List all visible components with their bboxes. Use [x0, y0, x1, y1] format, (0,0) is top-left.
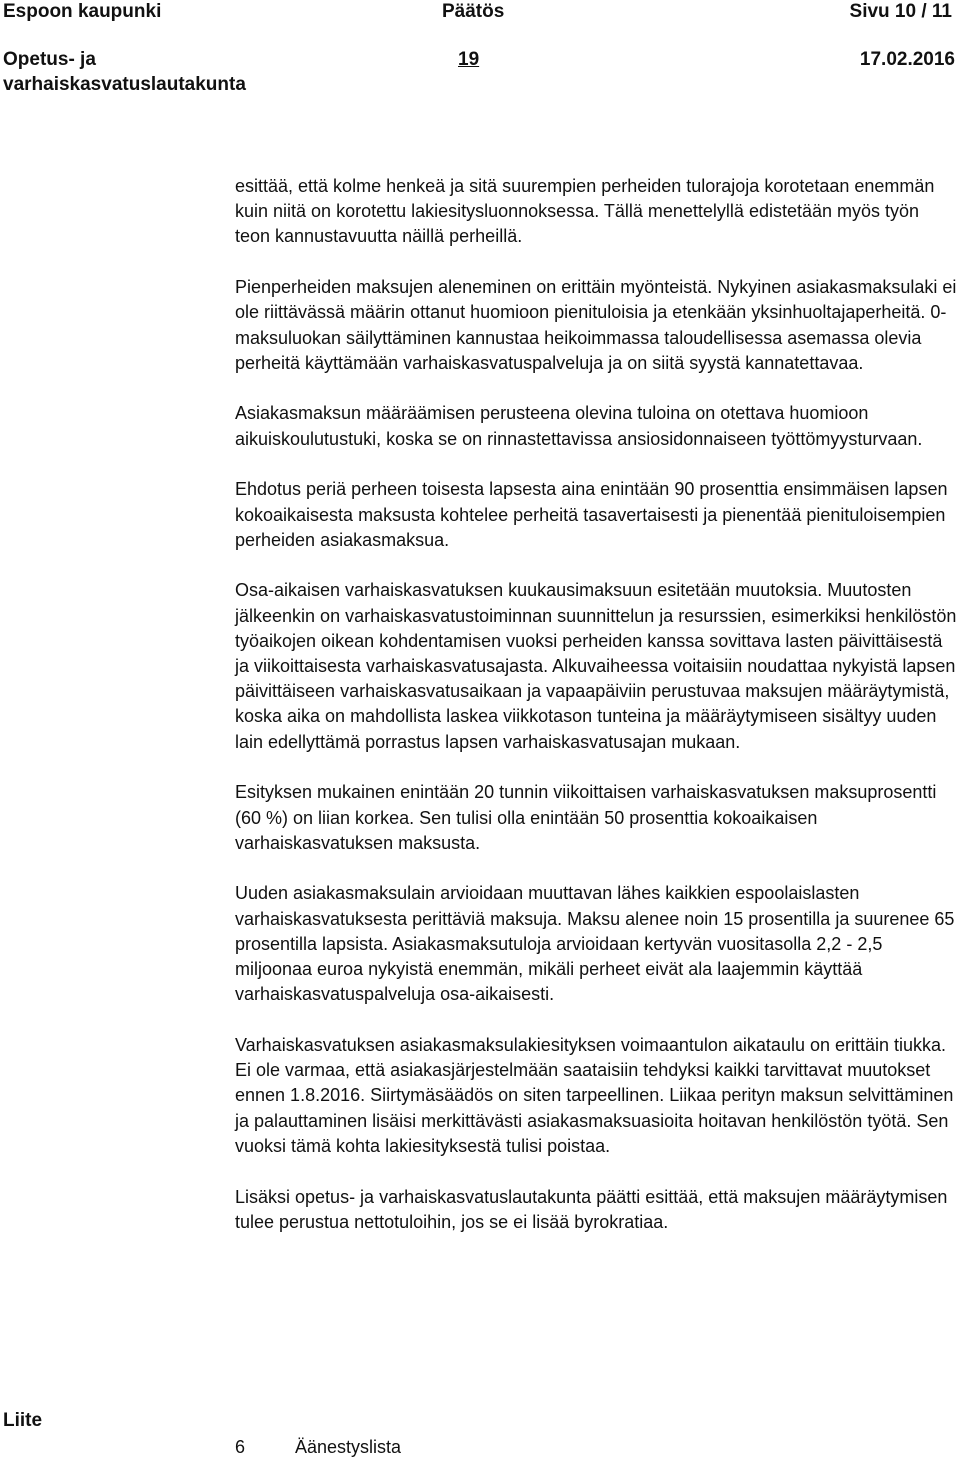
- decision-body-line-1: Opetus- ja: [3, 49, 96, 70]
- document-body: [235, 174, 957, 1235]
- paragraph: Asiakasmaksun määräämisen perusteena olevina tuloina on otettava huomioon aikuiskoulutustuki, koska se on rinnastettavissa ansiosidonnaiseen työttömyysturvaan.: [235, 403, 923, 449]
- paragraph: Ehdotus periä perheen toisesta lapsesta aina enintään 90 prosenttia ensimmäisen lapsen kokoaikaisesta maksusta kohtelee perheitä tasavertaisesti ja pienentää pienituloisempien perheiden asiakasmaksua.: [235, 479, 948, 550]
- organization-name: Espoon kaupunki: [3, 1, 162, 22]
- decision-body-line-2: varhaiskasvatuslautakunta: [3, 74, 246, 95]
- paragraph: esittää, että kolme henkeä ja sitä suurempien perheiden tulorajoja korotetaan enemmän kuin niitä on korotettu lakiesitysluonnoksessa. Tällä menettelyllä edistetään myös työn teon kannustavuutta näillä perheillä.: [235, 176, 935, 247]
- paragraph: Uuden asiakasmaksulain arvioidaan muuttavan lähes kaikkien espoolaislasten varhaiskasvatuksesta perittäviä maksuja. Maksu alenee noin 15 prosentilla ja suurenee 65 prosentilla lapsista. Asiakasmaksutuloja arvioidaan kertyvän vuositasolla 2,2 - 2,5 miljoonaa euroa nykyistä enemmän, mikäli perheet eivät ala laajemmin käyttää varhaiskasvatuspalveluja osa-aikaisesti.: [235, 883, 955, 1005]
- attachments-label: Liite: [3, 1410, 43, 1431]
- attachment-title: Äänestyslista: [295, 1437, 402, 1457]
- paragraph: Varhaiskasvatuksen asiakasmaksulakiesityksen voimaantulon aikataulu on erittäin tiukka. Ei ole varmaa, että asiakasjärjestelmään saataisiin tehdyksi kaikki tarvittavat muutokset ennen 1.8.2016. Siirtymäsäädös on siten tarpeellinen. Liikaa perityn maksun selvittäminen ja palauttaminen lisäisi merkittävästi asiakasmaksuasioita hoitavan henkilöstön työtä. Sen vuoksi tämä kohta lakiesityksestä tulisi poistaa.: [235, 1034, 954, 1156]
- paragraph: Pienperheiden maksujen aleneminen on erittäin myönteistä. Nykyinen asiakasmaksulaki ei ole riittävässä määrin ottanut huomioon pienituloisia ja etenkään yksinhuoltajaperheitä. 0-maksuluokan säilyttäminen kannustaa heikoimmassa taloudellisessa asemassa olevia perheitä käyttämään varhaiskasvatuspalveluja ja on siitä syystä kannatettavaa.: [235, 277, 957, 373]
- paragraph: Lisäksi opetus- ja varhaiskasvatuslautakunta päätti esittää, että maksujen määräytymisen tulee perustua nettotuloihin, jos se ei lisää byrokratiaa.: [235, 1186, 948, 1232]
- page-number: Sivu 10 / 11: [849, 1, 952, 22]
- document-date: 17.02.2016: [859, 49, 955, 70]
- attachment-item: [235, 1435, 401, 1459]
- attachment-number: 6: [235, 1437, 246, 1457]
- section-number: 19: [458, 49, 480, 70]
- paragraph: Osa-aikaisen varhaiskasvatuksen kuukausimaksuun esitetään muutoksia. Muutosten jälkeenkin on varhaiskasvatustoiminnan suunnittelun ja resurssien, esimerkiksi henkilöstön työaikojen oikean kohdentamisen vuoksi perheiden kanssa sovittava lasten päivittäisestä ja viikoittaisesta varhaiskasvatusajasta. Alkuvaiheessa voitaisiin noudattaa nykyistä lapsen päivittäiseen varhaiskasvatusaikaan ja vapaapäiviin perustuvaa maksujen määräytymistä, koska aika on mahdollista laskea viikkotason tunteina ja määräytymiseen sisältyy uuden lain edellyttämä porrastus lapsen varhaiskasvatusajan mukaan.: [235, 580, 957, 752]
- paragraph: Esityksen mukainen enintään 20 tunnin viikoittaisen varhaiskasvatuksen maksuprosentti (60 %) on liian korkea. Sen tulisi olla enintään 50 prosenttia kokoaikaisen varhaiskasvatuksen maksusta.: [235, 782, 937, 853]
- document-type: Päätös: [442, 1, 505, 22]
